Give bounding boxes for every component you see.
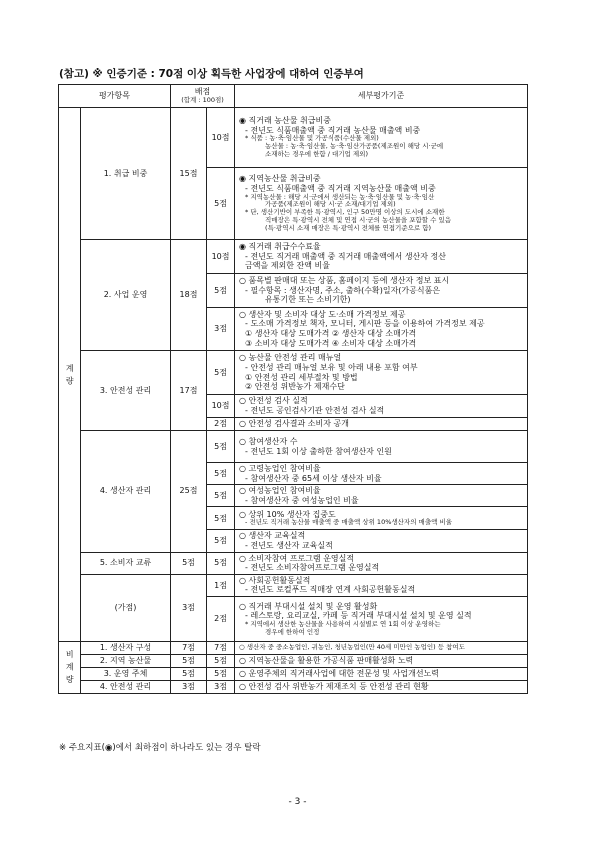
sub-score: 3점 <box>207 308 235 351</box>
criteria-line: ○ 안전성 검사결과 소비자 공개 <box>239 419 349 429</box>
criteria-line: ② 안전성 위반농가 제재수단 <box>245 382 345 392</box>
criteria-line: - 도소매 가격정보 책자, 모니터, 게시판 등을 이용하여 가격정보 제공 <box>245 319 485 329</box>
item-total-score: 25점 <box>171 431 207 553</box>
table-header-row <box>59 85 528 108</box>
table-row <box>59 641 528 654</box>
sub-score: 5점 <box>207 168 235 240</box>
criteria-line: ○ 생산자 및 소비자 대상 도·소매 가격정보 제공 <box>239 309 406 319</box>
criteria-cell <box>235 596 528 641</box>
criteria-line: 농산물 : 농·축·임산물, 농·축·임산가공품(제조원이 해당 시·군에 <box>265 142 444 151</box>
criteria-line: - 레스토랑, 요리교실, 카페 등 직거래 부대시설 설치 및 운영 실적 <box>245 611 472 621</box>
criteria-line: - 전년도 직거래 매출액 중 직거래 매출액에서 생산자 정산 <box>245 251 447 261</box>
criteria-line: ○ 생산자 교육실적 <box>239 531 306 541</box>
table-row <box>59 431 528 463</box>
group-quant-label: 계 량 <box>59 108 81 642</box>
item-total-score: 5점 <box>171 552 207 574</box>
criteria-cell <box>235 530 528 552</box>
item-name: 4. 생산자 관리 <box>81 431 171 553</box>
criteria-line: ① 안전성 관리 세부절차 및 방법 <box>245 372 358 382</box>
header-criteria: 세부평가기준 <box>235 85 528 108</box>
item-total-score: 17점 <box>171 351 207 431</box>
item-name: 1. 생산자 구성 <box>81 641 171 654</box>
header-score-total: (합계 : 100점) <box>181 95 224 104</box>
sub-score: 7점 <box>207 641 235 654</box>
criteria-line: ○ 품목별 판매대 또는 상품, 홈페이지 등에 생산자 정보 표시 <box>239 276 450 286</box>
criteria-line: * 지역농산물 : 해당 시·군에서 생산되는 농·축·임산물 및 농·축·임산 <box>245 192 435 201</box>
sub-score: 5점 <box>207 485 235 507</box>
criteria-line: ○ 참여생산자 수 <box>239 436 298 446</box>
criteria-line: ○ 직거래 부대시설 설치 및 운영 활성화 <box>239 601 378 611</box>
criteria-line: ◉ 직거래 취급수수료율 <box>239 242 321 252</box>
criteria-line: - 전년도 식품매출액 중 직거래 농산물 매출액 비중 <box>245 125 421 135</box>
criteria-cell <box>235 168 528 240</box>
evaluation-criteria-table <box>58 84 528 694</box>
page-number: - 3 - <box>288 797 307 807</box>
criteria-line: - 전년도 1회 이상 출하한 참여생산자 인원 <box>245 446 392 456</box>
sub-score: 10점 <box>207 108 235 168</box>
sub-score: 10점 <box>207 240 235 274</box>
criteria-cell <box>235 507 528 530</box>
criteria-line: - 전년도 생산자 교육실적 <box>245 540 333 550</box>
sub-score: 5점 <box>207 431 235 463</box>
criteria-line: - 안전성 관리 매뉴얼 보유 및 아래 내용 포함 여부 <box>245 362 418 372</box>
sub-score: 5점 <box>207 667 235 680</box>
criteria-line: ○ 고령농업인 참여비율 <box>239 464 321 473</box>
criteria-line: ③ 소비자 대상 도매가격 ④ 소비자 대상 소매가격 <box>245 338 417 348</box>
criteria-line: ○ 농산물 안전성 관리 매뉴얼 <box>239 353 342 363</box>
criteria-line: * 단, 생산기반이 부족한 특·광역시, 인구 50만명 이상의 도시에 소재한 <box>245 208 445 217</box>
sub-score: 5점 <box>207 654 235 667</box>
criteria-cell <box>235 108 528 168</box>
criteria-line: - 전년도 로컬푸드 직매장 연계 사회공헌활동실적 <box>245 585 416 595</box>
criteria-cell <box>235 485 528 507</box>
criteria-line: - 전년도 직거래 농산물 매출액 중 매출액 상위 10%생산자의 매출액 비율 <box>245 518 453 527</box>
criteria-cell <box>235 431 528 463</box>
document-heading: (참고) ※ 인증기준 : 70점 이상 획득한 사업장에 대하여 인증부여 <box>59 68 364 80</box>
criteria-cell <box>235 552 528 574</box>
header-score-label: 배점 <box>194 87 211 97</box>
criteria-cell <box>235 680 528 693</box>
item-total-score: 18점 <box>171 240 207 351</box>
criteria-cell <box>235 641 528 654</box>
item-name: 3. 운영 주체 <box>81 667 171 680</box>
item-name: (가점) <box>81 574 171 641</box>
criteria-line: 경우에 한하여 인정 <box>265 627 320 636</box>
item-total-score: 3점 <box>171 680 207 693</box>
criteria-line: 소재하는 경우에 한함 / 대기업 제외) <box>265 149 368 158</box>
group-nonquant-label: 비 계 량 <box>59 641 81 693</box>
item-name: 2. 지역 농산물 <box>81 654 171 667</box>
criteria-cell <box>235 395 528 418</box>
sub-score: 5점 <box>207 274 235 308</box>
criteria-line: * 식품 : 농·축·임산물 및 가공식품(수산물 제외) <box>245 134 379 143</box>
table-row <box>59 240 528 274</box>
table-row <box>59 108 528 168</box>
criteria-cell <box>235 667 528 680</box>
table-row <box>59 552 528 574</box>
criteria-line: - 필수항목 : 생산자명, 주소, 출하(수확)일자(가공식품은 <box>245 285 441 295</box>
criteria-line: 가공품(제조원이 해당 시·군 소재/대기업 제외) <box>265 200 396 209</box>
sub-score: 3점 <box>207 680 235 693</box>
criteria-line: ○ 안전성 검사 실적 <box>239 396 308 406</box>
header-score <box>171 85 235 108</box>
item-total-score: 5점 <box>171 667 207 680</box>
criteria-line: ○ 지역농산물을 활용한 가공식품 판매활성화 노력 <box>239 656 414 666</box>
header-item: 평가항목 <box>59 85 171 108</box>
sub-score: 5점 <box>207 507 235 530</box>
table-row <box>59 654 528 667</box>
table-row <box>59 680 528 693</box>
criteria-cell <box>235 240 528 274</box>
item-total-score: 15점 <box>171 108 207 240</box>
sub-score: 5점 <box>207 530 235 552</box>
sub-score: 5점 <box>207 463 235 485</box>
criteria-cell <box>235 654 528 667</box>
criteria-line: (특·광역시 소재 매장은 특·광역시 전체를 연접기준으로 함) <box>265 223 432 232</box>
criteria-line: ◉ 직거래 농산물 취급비중 <box>239 116 331 126</box>
table-body <box>59 108 528 694</box>
sub-score: 2점 <box>207 596 235 641</box>
criteria-line: - 전년도 공인검사기관 안전성 검사 실적 <box>245 406 385 415</box>
criteria-line: - 참여생산자 중 여성농업인 비율 <box>245 495 359 505</box>
table-row <box>59 667 528 680</box>
criteria-line: - 전년도 식품매출액 중 직거래 지역농산물 매출액 비중 <box>245 184 436 193</box>
item-name: 5. 소비자 교류 <box>81 552 171 574</box>
item-name: 1. 취급 비중 <box>81 108 171 240</box>
criteria-cell <box>235 574 528 596</box>
item-name: 3. 안전성 관리 <box>81 351 171 431</box>
sub-score: 10점 <box>207 395 235 418</box>
table-row <box>59 351 528 395</box>
footnote: ※ 주요지표(◉)에서 최하점이 하나라도 있는 경우 탈락 <box>59 743 261 753</box>
criteria-line: - 참여생산자 중 65세 이상 생산자 비율 <box>245 473 382 483</box>
sub-score: 5점 <box>207 351 235 395</box>
criteria-cell <box>235 274 528 308</box>
sub-score: 1점 <box>207 574 235 596</box>
criteria-line: ○ 소비자참여 프로그램 운영실적 <box>239 553 355 563</box>
criteria-cell <box>235 351 528 395</box>
item-total-score: 5점 <box>171 654 207 667</box>
criteria-line: ○ 사회공헌활동실적 <box>239 575 311 585</box>
criteria-line: ○ 생산자 중 중소농업인, 귀농인, 청년농업인(만 40세 미만인 농업인) 등 참여도 <box>239 643 465 652</box>
criteria-line: ① 생산자 대상 도매가격 ② 생산자 대상 소매가격 <box>245 329 417 338</box>
criteria-cell <box>235 418 528 431</box>
criteria-line: ◉ 지역농산물 취급비중 <box>239 174 321 184</box>
criteria-line: ○ 상위 10% 생산자 집중도 <box>239 509 336 519</box>
sub-score: 5점 <box>207 552 235 574</box>
criteria-line: ○ 여성농업인 참여비율 <box>239 486 321 496</box>
item-name: 4. 안전성 관리 <box>81 680 171 693</box>
criteria-line: * 지역에서 생산한 농산물을 사용하여 시설별로 연 1회 이상 운영하는 <box>245 619 441 628</box>
criteria-cell <box>235 463 528 485</box>
item-total-score: 7점 <box>171 641 207 654</box>
sub-score: 2점 <box>207 418 235 431</box>
criteria-cell <box>235 308 528 351</box>
criteria-line: 유통기한 또는 소비기한) <box>265 295 351 305</box>
item-total-score: 3점 <box>171 574 207 641</box>
criteria-line: ○ 안전성 검사 위반농가 제재조치 등 안전성 관리 현황 <box>239 682 429 692</box>
item-name: 2. 사업 운영 <box>81 240 171 351</box>
table-row <box>59 574 528 596</box>
criteria-line: - 전년도 소비자참여프로그램 운영실적 <box>245 563 380 573</box>
criteria-line: 금액을 제외한 잔액 비율 <box>245 261 330 271</box>
criteria-line: ○ 운영주체의 직거래사업에 대한 전문성 및 사업개선노력 <box>239 669 440 679</box>
criteria-line: 직매장은 특·광역시 전체 및 연접 시·군의 농산물을 포함할 수 있음 <box>265 215 452 224</box>
